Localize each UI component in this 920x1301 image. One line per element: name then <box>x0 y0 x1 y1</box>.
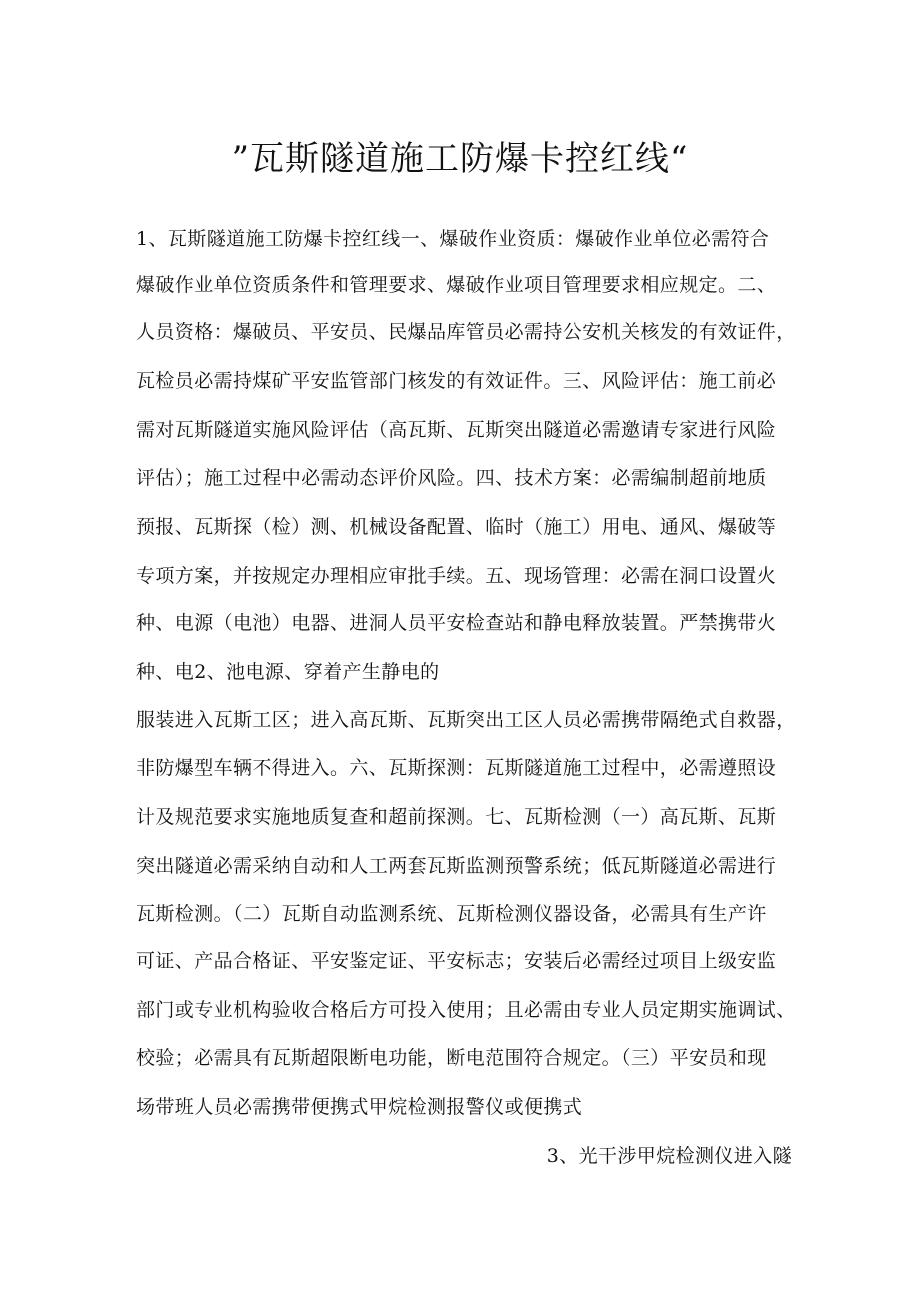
text-line: 服装进入瓦斯工区；进入高瓦斯、瓦斯突出工区人员必需携带隔绝式自救器， <box>136 709 796 731</box>
text-line: 计及规范要求实施地质复查和超前探测。七、瓦斯检测（一）高瓦斯、瓦斯 <box>136 806 777 828</box>
text-line: 评估）；施工过程中必需动态评价风险。四、技术方案：必需编制超前地质 <box>136 467 767 489</box>
text-line: 场带班人员必需携带便携式甲烷检测报警仪或便携式 <box>136 1096 583 1118</box>
text-line: 种、电2、池电源、穿着产生静电的 <box>136 661 440 683</box>
text-line: 1、瓦斯隧道施工防爆卡控红线一、爆破作业资质：爆破作业单位必需符合 <box>136 228 770 250</box>
text-line: 3、光干涉甲烷检测仪进入隧 <box>546 1145 792 1167</box>
text-line: 种、电源（电池）电器、进洞人员平安检查站和静电释放装置。严禁携带火 <box>136 612 777 634</box>
text-line: 爆破作业单位资质条件和管理要求、爆破作业项目管理要求相应规定。二、 <box>136 274 777 296</box>
text-line: 需对瓦斯隧道实施风险评估（高瓦斯、瓦斯突出隧道必需邀请专家进行风险 <box>136 419 777 441</box>
text-line: 预报、瓦斯探（检）测、机械设备配置、临时（施工）用电、通风、爆破等 <box>136 516 777 538</box>
text-line: 突出隧道必需采纳自动和人工两套瓦斯监测预警系统；低瓦斯隧道必需进行 <box>136 855 777 877</box>
text-line: 可证、产品合格证、平安鉴定证、平安标志；安装后必需经过项目上级安监 <box>136 950 777 972</box>
text-line: 部门或专业机构验收合格后方可投入使用；且必需由专业人员定期实施调试、 <box>136 999 796 1021</box>
document-title: ”瓦斯隧道施工防爆卡控红线“ <box>231 139 689 179</box>
text-line: 瓦检员必需持煤矿平安监管部门核发的有效证件。三、风险评估：施工前必 <box>136 370 777 392</box>
text-line: 专项方案，并按规定办理相应审批手续。五、现场管理：必需在洞口设置火 <box>136 565 777 587</box>
text-line: 人员资格：爆破员、平安员、民爆品库管员必需持公安机关核发的有效证件， <box>136 321 796 343</box>
text-line: 非防爆型车辆不得进入。六、瓦斯探测：瓦斯隧道施工过程中，必需遵照设 <box>136 757 777 779</box>
text-line: 瓦斯检测。（二）瓦斯自动监测系统、瓦斯检测仪器设备，必需具有生产许 <box>136 903 767 925</box>
text-line: 校验；必需具有瓦斯超限断电功能，断电范围符合规定。（三）平安员和现 <box>136 1047 767 1069</box>
